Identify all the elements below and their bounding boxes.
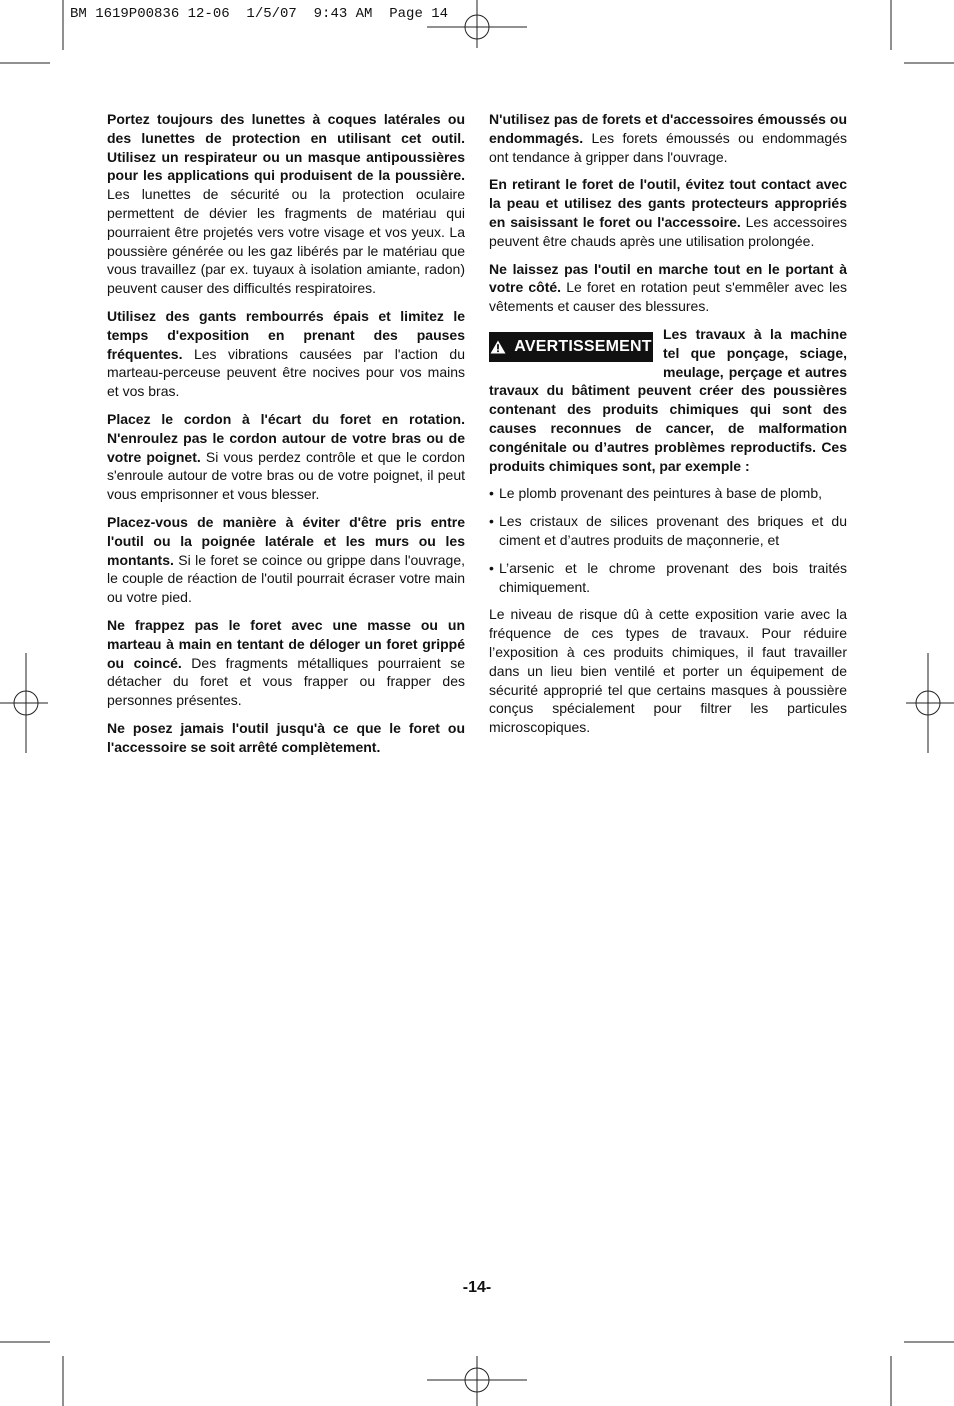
list-item: • Le plomb provenant des peintures à base de plomb, bbox=[489, 485, 822, 502]
warning-label-text: AVERTISSEMENT bbox=[514, 337, 652, 355]
warning-text: Les travaux à la machine tel que ponçage, sciage, meulage, perçage et autres travaux du bâtiment peuvent créer des poussières contenant des produits chimiques qui sont des causes reconnues de cancer, de malformation congénitale ou d’autres problèmes reproductifs. Ces produits chimiques sont, par exemple : bbox=[489, 325, 847, 474]
safety-paragraph-carrying: Ne laissez pas l'outil en marche tout en le portant à votre côté. Le foret en rotation peut s'emmêler avec les vêtements et causer des blessures. bbox=[489, 260, 847, 315]
safety-paragraph-eye-protection: Portez toujours des lunettes à coques latérales ou des lunettes de protection en utilisant cet outil. Utilisez un respirateur ou un masque antipoussières pour les applications qui produisent de la poussière. Les lunettes de sécurité ou la protection oculaire permettent de dévier les fragments de matériau qui pourraient être projetés vers votre visage et vos yeux. La poussière générée ou les gaz libérés par le matériau que vous travaillez (par ex. tuyaux à isolation amiante, radon) peuvent causer des difficultés respiratoires. bbox=[107, 111, 465, 297]
safety-paragraph-set-down: Ne posez jamais l'outil jusqu'à ce que le foret ou l'accessoire se soit arrêté complètement. bbox=[107, 719, 465, 755]
safety-paragraph-dull-bits: N'utilisez pas de forets et d'accessoires émoussés ou endommagés. Les forets émoussés ou endommagés ont tendance à gripper dans l'ouvrage. bbox=[489, 111, 847, 165]
safety-paragraph-removing-bit: En retirant le foret de l'outil, évitez tout contact avec la peau et utilisez des gants protecteurs appropriés en saisissant le foret ou l'accessoire. Les accessoires peuvent être chauds après une utilisation prolongée. bbox=[489, 176, 847, 249]
closing-paragraph: Le niveau de risque dû à cette exposition varie avec la fréquence de ces types de travaux. Pour réduire l’exposition à ces produits chimiques, il faut travailler dans un lieu bien ventilé et porter un équipement de sécurité approprié tel que certains masques à poussière conçus spécialement pour filtrer les particules microscopiques. bbox=[489, 606, 847, 736]
safety-paragraph-position: Placez-vous de manière à éviter d'être pris entre l'outil ou la poignée latérale et les murs ou les montants. Si le foret se coince ou grippe dans l'ouvrage, le couple de réaction de l'outil pourrait écraser votre main ou votre pied. bbox=[107, 513, 465, 606]
safety-paragraph-cord: Placez le cordon à l'écart du foret en rotation. N'enroulez pas le cordon autour de votre bras ou de votre poignet. Si vous perdez contrôle et que le cordon s'enroule autour de votre bras ou de votre poignet, il peut vous emprisonner et vous blesser. bbox=[107, 410, 465, 503]
bullet-icon: • bbox=[489, 513, 494, 530]
print-slug: BM 1619P00836 12-06 1/5/07 9:43 AM Page 14 bbox=[70, 6, 449, 22]
left-column bbox=[107, 110, 465, 766]
list-item: • Les cristaux de silices provenant des briques et du ciment et d’autres produits de maçonnerie, et bbox=[489, 513, 847, 548]
safety-paragraph-hammer: Ne frappez pas le foret avec une masse ou un marteau à main en tentant de déloger un foret grippé ou coincé. Des fragments métalliques pourraient se détacher du foret et vous frapper ou frapper des personnes présentes. bbox=[107, 616, 466, 709]
bullet-icon: • bbox=[489, 485, 494, 502]
right-column bbox=[489, 110, 847, 746]
warning-block bbox=[489, 325, 847, 475]
safety-paragraph-gloves: Utilisez des gants rembourrés épais et limitez le temps d'exposition en prenant des pauses fréquentes. Les vibrations causées par l'action du marteau-perceuse peuvent être nocives pour vos mains et vos bras. bbox=[107, 307, 465, 400]
page-number: -14- bbox=[462, 1279, 492, 1296]
warning-triangle-icon bbox=[490, 340, 506, 354]
list-item: • L’arsenic et le chrome provenant des bois traités chimiquement. bbox=[489, 559, 847, 595]
bullet-icon: • bbox=[489, 559, 494, 576]
warning-label bbox=[489, 332, 653, 362]
